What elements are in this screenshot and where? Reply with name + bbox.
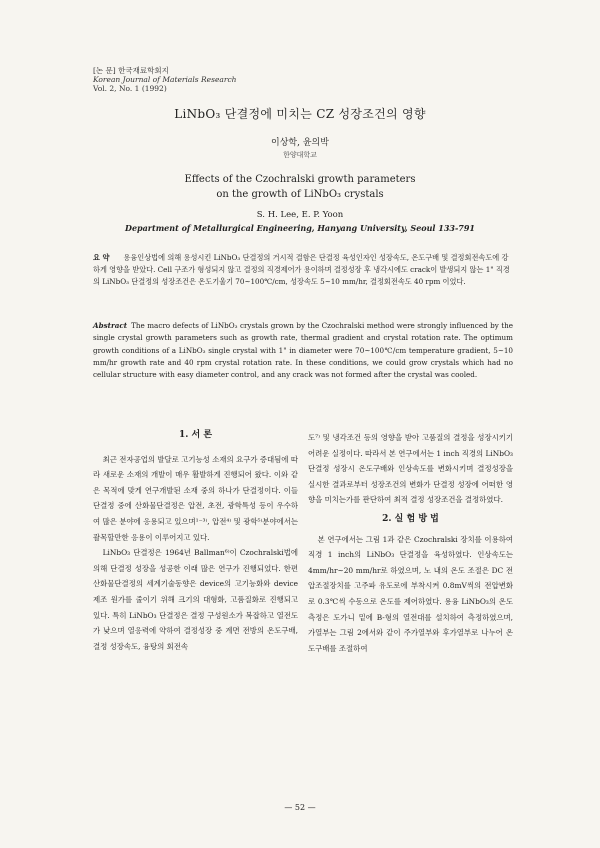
abstract-english-label: Abstract: [93, 321, 128, 330]
journal-header: [93, 66, 236, 93]
abstract-english: [93, 320, 513, 381]
abstract-english-text: The macro defects of LiNbO₃ crystals grown by the Czochralski method were strongly influenced by the single crystal growth parameters such as growth rate, thermal gradient and crystal rotation rate. The optimum growth conditions of a LiNbO₃ single crystal with 1" in diameter were 70~100℃/cm temperature gradient, 5~10 mm/hr growth rate and 40 rpm crystal rotation rate. In these conditions, we could grow crystals which had no cellular structure with easy diameter control, and any crack was not formed after the crystal was cooled.: [93, 321, 513, 380]
abstract-korean-label: 요 약: [93, 253, 110, 262]
paper-title-english-line1: Effects of the Czochralski growth parameters: [184, 174, 416, 185]
section-2-heading: 2. 실 험 방 법: [382, 513, 439, 524]
section-2-paragraph-1: 본 연구에서는 그림 1과 같은 Czochralski 장치를 이용하여 직경 1 inch의 LiNbO₃ 단결정을 육성하였다. 인상속도는 4mm/hr~20 mm/hr로 하였으며, 노 내의 온도 조절은 DC 전압조절장치를 고주파 유도로에 부착시켜 0.8mV씩의 전압변화로 0.3℃씩 수동으로 온도를 제어하였다. 용융 LiNbO₃의 온도측정은 도가니 밑에 B-형의 열전대를 설치하여 측정하였으며, 가열부는 그림 2에서와 같이 주가열부와 후가열부로 나누어 온도구배를 조절하여: [308, 534, 513, 653]
section-1-heading: 1. 서 론: [178, 430, 213, 440]
abstract-korean-text: 용융인상법에 의해 용성시킨 LiNbO₃ 단결정의 거시적 결함은 단결정 육성인자인 성장속도, 온도구배 및 결정회전속도에 강하게 영향을 받았다. Cell 구조가 형성되지 않고 결정의 직경제어가 용이하며 결정성장 후 냉각시에도 crack이 발생되지 않는 1" 직경의 LiNbO₃ 단결정의 성장조건은 온도기울기 70~100℃/cm, 성장속도 5~10 mm/hr, 결정회전속도 40 rpm 이었다.: [93, 253, 510, 286]
paper-title-english: [0, 172, 600, 202]
authors-korean: 이상학, 윤의박: [271, 138, 329, 148]
journal-header-line3: Vol. 2, No. 1 (1992): [93, 84, 167, 93]
authors-english: S. H. Lee, E. P. Yoon: [256, 210, 344, 220]
left-column: [93, 430, 298, 654]
journal-header-line2: Korean Journal of Materials Research: [93, 75, 237, 84]
section-1-paragraph-2: LiNbO₃ 단결정은 1964년 Ballman⁶⁾이 Czochralski법에 의해 단결정 성장을 성공한 이래 많은 연구가 진행되었다. 한편 산화물단결정의 세계기술동향은 device의 고기능화와 device제조 원가를 줄이기 위해 크기의 대형화, 고품질화로 진행되고 있다. 특히 LiNbO₃ 단결정은 결정 구성원소가 복잡하고 열전도가 낮으며 열응력에 약하여 결정성장 중 계면 전방의 온도구배, 결정 성장속도, 융탕의 회전속: [93, 548, 298, 651]
journal-header-line1: [논 문] 한국재료학회지: [93, 66, 169, 75]
paper-title-korean: LiNbO₃ 단결정에 미치는 CZ 성장조건의 영향: [174, 107, 426, 121]
affiliation-korean: 한양대학교: [283, 151, 317, 159]
right-column: [308, 430, 513, 656]
section-1-paragraph-continued: 도⁷⁾ 및 냉각조건 등의 영향을 받아 고품질의 결정을 성장시키기 어려운 실정이다. 따라서 본 연구에서는 1 inch 직경의 LiNbO₃ 단결정 성장시 온도구배와 인상속도를 변화시키며 결정성장을 실시한 결과로부터 성장조건의 변화가 단결정 성장에 어떠한 영향을 미치는가를 판단하여 최적 결정 성장조건을 결정하였다.: [308, 433, 514, 505]
page-number: — 52 —: [284, 803, 316, 812]
affiliation-english: Department of Metallurgical Engineering, Hanyang University, Seoul 133-791: [125, 223, 475, 233]
abstract-korean: [93, 252, 513, 288]
section-1-paragraph-1: 최근 전자공업의 발달로 고기능성 소재의 요구가 증대됨에 따라 새로운 소재의 개발이 매우 활발하게 진행되어 왔다. 이와 같은 목적에 맞게 연구개발된 소재 중의 하나가 단결정이다. 이들 단결정 중에 산화물단결정은 압전, 초전, 광학특성 등이 우수하여 많은 분야에 응용되고 있으며¹⁻³⁾, 압전⁴⁾ 및 광학⁵⁾분야에서는 괄목할만한 응용이 이루어지고 있다.: [93, 454, 298, 542]
paper-title-english-line2: on the growth of LiNbO₃ crystals: [216, 189, 384, 200]
